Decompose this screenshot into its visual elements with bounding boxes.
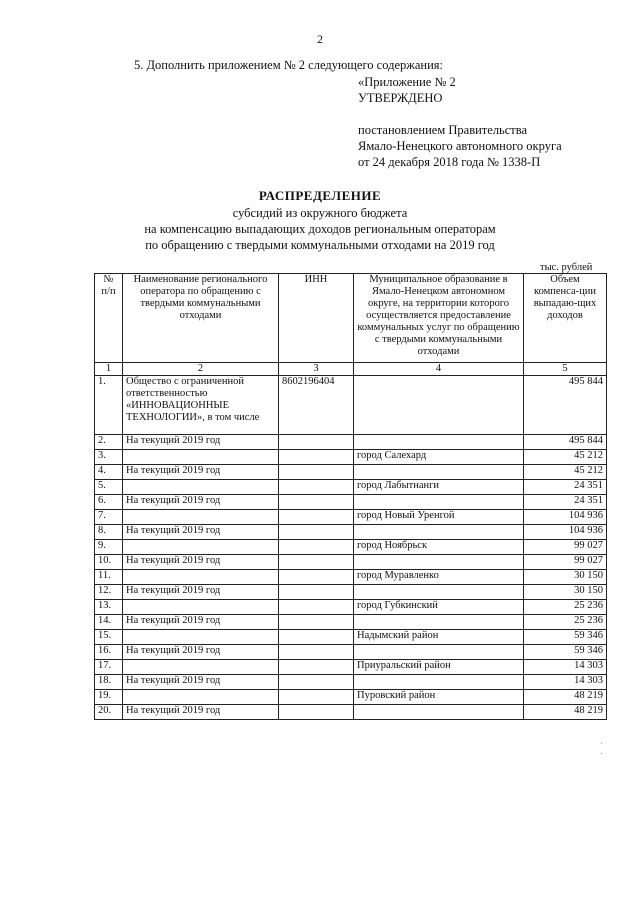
cell-volume: 24 351 <box>524 495 607 510</box>
cell-number: 3. <box>95 450 123 465</box>
document-title: РАСПРЕДЕЛЕНИЕ <box>258 188 382 203</box>
cell-inn <box>279 435 354 450</box>
cell-inn <box>279 690 354 705</box>
cell-volume: 495 844 <box>524 376 607 435</box>
header-operator-name: Наименование регионального оператора по обращению с твердыми коммунальными отходами <box>123 274 279 363</box>
cell-municipality <box>354 465 524 480</box>
cell-volume: 59 346 <box>524 630 607 645</box>
cell-inn <box>279 570 354 585</box>
cell-operator-name: На текущий 2019 год <box>123 435 279 450</box>
cell-number: 12. <box>95 585 123 600</box>
cell-number: 1. <box>95 376 123 435</box>
subtitle-line: на компенсацию выпадающих доходов региональным операторам <box>144 222 496 236</box>
table-row <box>95 600 607 615</box>
table-row <box>95 540 607 555</box>
approval-line: от 24 декабря 2018 года № 1338-П <box>358 155 541 169</box>
cell-volume: 104 936 <box>524 510 607 525</box>
cell-municipality <box>354 705 524 720</box>
table-row <box>95 645 607 660</box>
header-volume: Объем компенса-ции выпадаю-щих доходов <box>524 274 607 363</box>
table-row <box>95 675 607 690</box>
column-number: 4 <box>354 363 524 376</box>
cell-volume: 495 844 <box>524 435 607 450</box>
cell-operator-name: Общество с ограниченной ответственностью «ИННОВАЦИОННЫЕ ТЕХНОЛОГИИ», в том числе <box>123 376 279 435</box>
cell-volume: 104 936 <box>524 525 607 540</box>
cell-municipality: Пуровский район <box>354 690 524 705</box>
cell-inn <box>279 525 354 540</box>
cell-operator-name: На текущий 2019 год <box>123 675 279 690</box>
units-label: тыс. рублей <box>540 262 593 273</box>
cell-number: 20. <box>95 705 123 720</box>
cell-inn <box>279 510 354 525</box>
cell-volume: 99 027 <box>524 540 607 555</box>
cell-municipality <box>354 675 524 690</box>
cell-number: 5. <box>95 480 123 495</box>
cell-inn <box>279 480 354 495</box>
cell-number: 10. <box>95 555 123 570</box>
cell-operator-name <box>123 660 279 675</box>
cell-operator-name: На текущий 2019 год <box>123 645 279 660</box>
table-row <box>95 435 607 450</box>
cell-municipality <box>354 435 524 450</box>
cell-number: 7. <box>95 510 123 525</box>
cell-municipality: город Муравленко <box>354 570 524 585</box>
table-row <box>95 705 607 720</box>
cell-number: 14. <box>95 615 123 630</box>
scan-mark: · · <box>600 739 604 760</box>
cell-number: 4. <box>95 465 123 480</box>
cell-volume: 24 351 <box>524 480 607 495</box>
header-municipality: Муниципальное образование в Ямало-Ненецком автономном округе, на территории которого осуществляется предоставление коммунальных услуг по обращению с твердыми коммунальными отходами <box>354 274 524 363</box>
cell-inn <box>279 585 354 600</box>
cell-number: 18. <box>95 675 123 690</box>
cell-volume: 45 212 <box>524 450 607 465</box>
cell-operator-name <box>123 510 279 525</box>
cell-inn: 8602196404 <box>279 376 354 435</box>
table-row <box>95 465 607 480</box>
column-number: 5 <box>524 363 607 376</box>
cell-volume: 48 219 <box>524 690 607 705</box>
cell-operator-name: На текущий 2019 год <box>123 525 279 540</box>
table-row <box>95 570 607 585</box>
table-row <box>95 495 607 510</box>
table-row <box>95 510 607 525</box>
cell-volume: 25 236 <box>524 615 607 630</box>
approval-block <box>358 74 562 170</box>
cell-volume: 14 303 <box>524 660 607 675</box>
document-subtitle <box>0 205 640 253</box>
approval-line: «Приложение № 2 <box>358 75 456 89</box>
column-number: 3 <box>279 363 354 376</box>
header-number: № п/п <box>95 274 123 363</box>
cell-inn <box>279 450 354 465</box>
approval-line: постановлением Правительства <box>358 123 528 137</box>
cell-operator-name <box>123 630 279 645</box>
cell-inn <box>279 615 354 630</box>
cell-municipality: город Лабытнанги <box>354 480 524 495</box>
cell-inn <box>279 555 354 570</box>
cell-number: 15. <box>95 630 123 645</box>
cell-operator-name <box>123 570 279 585</box>
cell-number: 6. <box>95 495 123 510</box>
cell-municipality <box>354 585 524 600</box>
cell-volume: 25 236 <box>524 600 607 615</box>
cell-volume: 14 303 <box>524 675 607 690</box>
cell-inn <box>279 675 354 690</box>
cell-municipality: Надымский район <box>354 630 524 645</box>
cell-inn <box>279 540 354 555</box>
table-row <box>95 690 607 705</box>
column-number: 2 <box>123 363 279 376</box>
cell-volume: 45 212 <box>524 465 607 480</box>
cell-number: 2. <box>95 435 123 450</box>
cell-number: 11. <box>95 570 123 585</box>
page-number: 2 <box>317 32 323 46</box>
cell-operator-name <box>123 600 279 615</box>
table-row <box>95 615 607 630</box>
cell-inn <box>279 705 354 720</box>
cell-number: 19. <box>95 690 123 705</box>
header-inn: ИНН <box>279 274 354 363</box>
cell-municipality: город Ноябрьск <box>354 540 524 555</box>
cell-number: 8. <box>95 525 123 540</box>
cell-volume: 30 150 <box>524 585 607 600</box>
table-header-row <box>95 274 607 363</box>
cell-number: 9. <box>95 540 123 555</box>
cell-municipality <box>354 525 524 540</box>
cell-inn <box>279 600 354 615</box>
cell-inn <box>279 645 354 660</box>
subtitle-line: по обращению с твердыми коммунальными отходами на 2019 год <box>145 238 495 252</box>
cell-operator-name <box>123 540 279 555</box>
cell-number: 13. <box>95 600 123 615</box>
cell-municipality <box>354 645 524 660</box>
distribution-table <box>94 273 607 720</box>
table-row <box>95 480 607 495</box>
table-row <box>95 525 607 540</box>
approval-line: УТВЕРЖДЕНО <box>358 91 443 105</box>
cell-municipality: город Новый Уренгой <box>354 510 524 525</box>
table-row <box>95 555 607 570</box>
cell-operator-name: На текущий 2019 год <box>123 555 279 570</box>
cell-operator-name: На текущий 2019 год <box>123 585 279 600</box>
cell-operator-name <box>123 450 279 465</box>
table-row <box>95 630 607 645</box>
cell-operator-name: На текущий 2019 год <box>123 495 279 510</box>
cell-operator-name: На текущий 2019 год <box>123 465 279 480</box>
cell-operator-name <box>123 480 279 495</box>
column-number: 1 <box>95 363 123 376</box>
cell-municipality: город Губкинский <box>354 600 524 615</box>
cell-inn <box>279 495 354 510</box>
cell-operator-name: На текущий 2019 год <box>123 705 279 720</box>
intro-paragraph: 5. Дополнить приложением № 2 следующего содержания: <box>134 58 444 72</box>
table-row <box>95 585 607 600</box>
cell-inn <box>279 630 354 645</box>
cell-municipality <box>354 495 524 510</box>
cell-volume: 99 027 <box>524 555 607 570</box>
column-number-row <box>95 363 607 376</box>
table-row <box>95 660 607 675</box>
cell-number: 17. <box>95 660 123 675</box>
cell-operator-name <box>123 690 279 705</box>
cell-inn <box>279 660 354 675</box>
approval-line: Ямало-Ненецкого автономного округа <box>358 139 562 153</box>
cell-number: 16. <box>95 645 123 660</box>
cell-operator-name: На текущий 2019 год <box>123 615 279 630</box>
cell-municipality: Приуральский район <box>354 660 524 675</box>
cell-volume: 30 150 <box>524 570 607 585</box>
table-row <box>95 376 607 435</box>
cell-municipality: город Салехард <box>354 450 524 465</box>
cell-inn <box>279 465 354 480</box>
cell-municipality <box>354 376 524 435</box>
cell-municipality <box>354 615 524 630</box>
cell-volume: 59 346 <box>524 645 607 660</box>
cell-municipality <box>354 555 524 570</box>
subtitle-line: субсидий из окружного бюджета <box>232 206 408 220</box>
cell-volume: 48 219 <box>524 705 607 720</box>
table-row <box>95 450 607 465</box>
